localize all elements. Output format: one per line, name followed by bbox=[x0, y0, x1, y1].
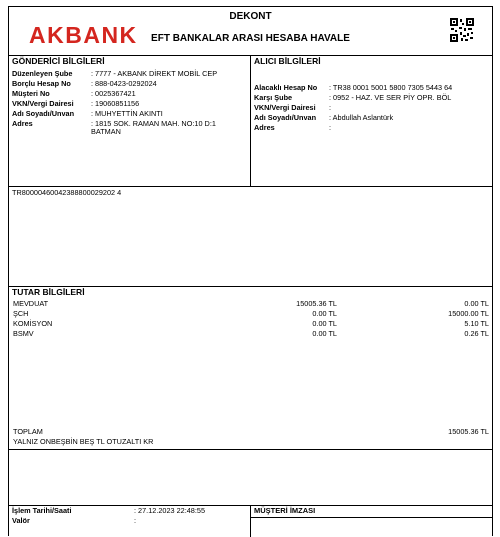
amount-in-words: YALNIZ ONBEŞBİN BEŞ TL OTUZALTI KR bbox=[13, 437, 154, 446]
receiver-name-value: : Abdullah Aslantürk bbox=[329, 113, 394, 122]
sender-customer-no-value: : 0025367421 bbox=[91, 89, 136, 98]
sender-address-label: Adres bbox=[12, 119, 33, 128]
amount-row-debit: 15005.36 TL bbox=[296, 299, 337, 308]
receiver-branch-label: Karşı Şube bbox=[254, 93, 293, 102]
qr-code-icon bbox=[450, 18, 474, 42]
amount-row-label: BSMV bbox=[13, 329, 34, 338]
amounts-section-title: TUTAR BİLGİLERİ bbox=[12, 287, 85, 297]
sender-tax-label: VKN/Vergi Dairesi bbox=[12, 99, 74, 108]
sender-account-label: Borçlu Hesap No bbox=[12, 79, 71, 88]
amount-row-credit: 0.00 TL bbox=[464, 299, 489, 308]
transaction-date-label: İşlem Tarihi/Saati bbox=[12, 506, 72, 515]
receiver-name-label: Adı Soyadı/Unvan bbox=[254, 113, 317, 122]
receiver-account-label: Alacaklı Hesap No bbox=[254, 83, 318, 92]
sender-address-value: : 1815 SOK. RAMAN MAH. NO:10 D:1 BATMAN bbox=[91, 119, 216, 137]
receiver-branch-value: : 0952 - HAZ. VE SER PİY OPR. BÖL bbox=[329, 93, 452, 102]
sender-branch-value: : 7777 - AKBANK DİREKT MOBİL CEP bbox=[91, 69, 218, 78]
amount-row-label: MEVDUAT bbox=[13, 299, 49, 308]
sender-branch-label: Düzenleyen Şube bbox=[12, 69, 73, 78]
amount-row-debit: 0.00 TL bbox=[312, 309, 337, 318]
total-value: 15005.36 TL bbox=[448, 427, 489, 436]
receiver-account-value: : TR38 0001 5001 5800 7305 5443 64 bbox=[329, 83, 453, 92]
sender-customer-no-label: Müşteri No bbox=[12, 89, 50, 98]
transaction-date-value: : 27.12.2023 22:48:55 bbox=[134, 506, 206, 515]
sender-account-value: : 888-0423-0292024 bbox=[91, 79, 157, 88]
receiver-section-title: ALICI BİLGİLERİ bbox=[254, 56, 321, 66]
receiver-address-value: : bbox=[329, 123, 332, 132]
document-subtitle: EFT BANKALAR ARASI HESABA HAVALE bbox=[151, 33, 350, 44]
signature-title: MÜŞTERİ İMZASI bbox=[254, 506, 316, 515]
sender-name-value: : MUHYETTİN AKINTI bbox=[91, 109, 163, 118]
receiver-tax-value: : bbox=[329, 103, 332, 112]
document-title: DEKONT bbox=[229, 11, 272, 22]
sender-section-title: GÖNDERİCİ BİLGİLERİ bbox=[12, 56, 105, 66]
receiver-tax-label: VKN/Vergi Dairesi bbox=[254, 103, 316, 112]
total-label: TOPLAM bbox=[13, 427, 43, 436]
amount-row-debit: 0.00 TL bbox=[312, 329, 337, 338]
receiver-address-label: Adres bbox=[254, 123, 275, 132]
akbank-logo: AKBANK bbox=[29, 22, 138, 48]
reference-number: TR80000460042388800029202 4 bbox=[12, 188, 122, 197]
receipt-document bbox=[8, 6, 493, 536]
value-date-label: Valör bbox=[12, 516, 30, 525]
sender-name-label: Adı Soyadı/Unvan bbox=[12, 109, 75, 118]
amount-row-debit: 0.00 TL bbox=[312, 319, 337, 328]
amount-row-credit: 0.26 TL bbox=[464, 329, 489, 338]
value-date-value: : bbox=[134, 516, 137, 525]
amount-row-label: ŞCH bbox=[13, 309, 29, 318]
receipt-header bbox=[9, 7, 492, 55]
amount-row-credit: 15000.00 TL bbox=[448, 309, 489, 318]
sender-tax-value: : 19060851156 bbox=[91, 99, 140, 108]
amount-row-credit: 5.10 TL bbox=[464, 319, 489, 328]
amount-row-label: KOMİSYON bbox=[13, 319, 53, 328]
